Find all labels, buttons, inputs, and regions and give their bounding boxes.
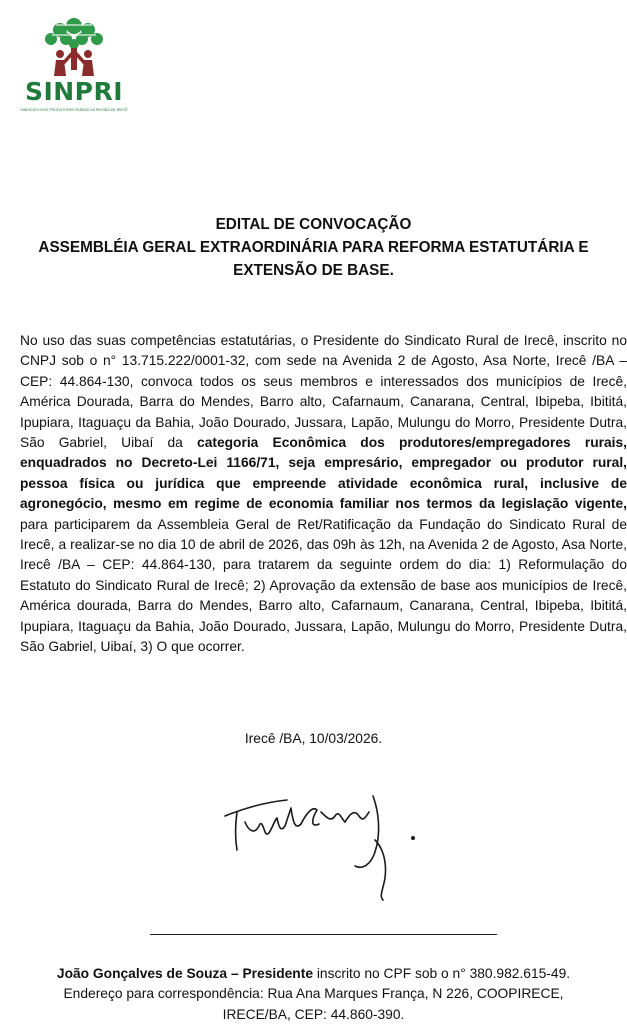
title-line-3: EXTENSÃO DE BASE. [233,262,394,279]
address-line-2: IRECE/BA, CEP: 44.860-390. [222,1006,405,1022]
signatory-cpf: inscrito no CPF sob o n° 380.982.615-49. [313,966,571,981]
tree-people-icon [18,12,130,80]
signatory-name: João Gonçalves de Souza – Presidente [56,966,313,981]
signature-line [150,934,497,935]
title-line-1: EDITAL DE CONVOCAÇÃO [215,216,412,233]
handwritten-signature [215,782,425,902]
body-text-bold: categoria Econômica dos produtores/empregadores rurais, enquadrados no Decreto-Lei 1166/71, seja empresário, empregador ou produtor rural, pessoa física ou jurídica que empreende atividade econômica rural, inclusive de agronegócio, mesmo em regime de economia familiar nos termos da legislação vigente, [20,435,627,512]
signatory-block [0,964,627,1025]
signatory-line [0,964,627,984]
logo-subtitle: SINDICATO DOS PRODUTORES RURAIS DA REGIÃO DE IRECÊ [20,108,128,112]
notice-body [20,331,627,658]
address-line-1: Endereço para correspondência: Rua Ana Marques França, N 226, COOPIRECE, [63,986,564,1002]
place-date: Irecê /BA, 10/03/2026. [244,731,383,746]
body-text-part-1: No uso das suas competências estatutárias, o Presidente do Sindicato Rural de Irecê, inscrito no CNPJ sob o n° 13.715.222/0001-32, com sede na Avenida 2 de Agosto, Asa Norte, Irecê /BA – CEP: 44.864-130, convoca todos os seus membros e interessados dos municípios de Irecê, América Dourada, Barra do Mendes, Barro alto, Cafarnaum, Canarana, Central, Ibipeba, Ibititá, Ipupiara, Itaguaçu da Bahia, João Dourado, Jussara, Lapão, Mulungu do Morro, Presidente Dutra, São Gabriel, Uibaí da [20,333,627,451]
body-text-part-2: para participarem da Assembleia Geral de Ret/Ratificação da Fundação do Sindicato Rural de Irecê, a realizar-se no dia 10 de abril de 2026, das 09h às 12h, na Avenida 2 de Agosto, Asa Norte, Irecê /BA – CEP: 44.864-130, para tratarem da seguinte ordem do dia: 1) Reformulação do Estatuto do Sindicato Rural de Irecê; 2) Aprovação da extensão de base aos municípios de Irecê, América dourada, Barra do Mendes, Barro alto, Cafarnaum, Canarana, Central, Ibipeba, Ibititá, Ipupiara, Itaguaçu da Bahia, João Dourado, Jussara, Lapão, Mulungu do Morro, Presidente Dutra, São Gabriel, Uibaí, 3) O que ocorrer. [20,516,627,655]
notice-title [20,213,607,282]
logo-wordmark: SINPRI [24,77,124,106]
sinpri-logo [18,12,130,120]
title-line-2: ASSEMBLÉIA GERAL EXTRAORDINÁRIA PARA REFORMA ESTATUTÁRIA E [38,239,589,256]
